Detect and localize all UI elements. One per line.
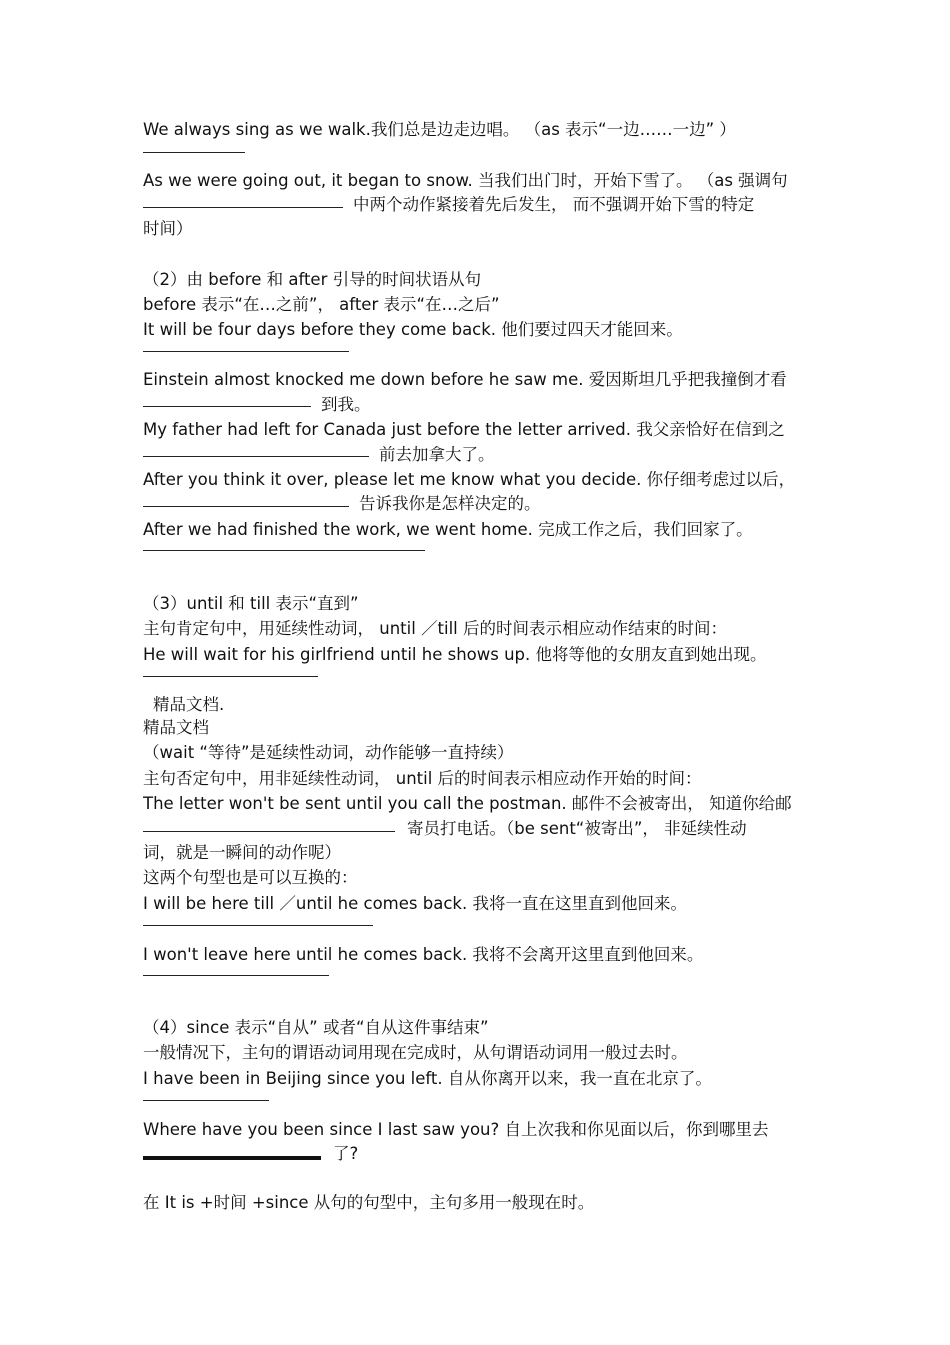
example-beijing: I have been in Beijing since you left. 自从你离开以来，我一直在北京了。 — [143, 1069, 712, 1088]
underline — [143, 550, 425, 551]
underline — [143, 351, 349, 352]
underline — [143, 925, 373, 926]
example-four-days: It will be four days before they come back. 他们要过四天才能回来。 — [143, 320, 683, 339]
underline — [143, 1100, 269, 1101]
example-think-over-cont: 告诉我你是怎样决定的。 — [359, 494, 541, 513]
example-as-walk: We always sing as we walk.我们总是边走边唱。 （as 表示“一边……一边” ） — [143, 120, 736, 139]
example-postman: The letter won't be sent until you call the postman. 邮件不会被寄出， 知道你给邮 — [143, 794, 792, 813]
before-after-definition: before 表示“在…之前”， after 表示“在…之后” — [143, 295, 500, 314]
underline — [143, 506, 349, 507]
example-postman-end: 词，就是一瞬间的动作呢） — [143, 843, 341, 862]
example-last-saw: Where have you been since I last saw you? 自上次我和你见面以后，你到哪里去 — [143, 1120, 769, 1139]
until-affirmative-rule: 主句肯定句中，用延续性动词， until ／till 后的时间表示相应动作结束的时间： — [143, 619, 728, 638]
underline — [143, 207, 343, 208]
wait-note: （wait “等待”是延续性动词，动作能够一直持续） — [143, 743, 514, 762]
example-postman-cont: 寄员打电话。（be sent“被寄出”， 非延续性动 — [407, 819, 747, 838]
example-as-snow: As we were going out, it began to snow. 当我们出门时，开始下雪了。 （as 强调句 — [143, 171, 788, 190]
example-canada: My father had left for Canada just before the letter arrived. 我父亲恰好在信到之 — [143, 420, 785, 439]
example-be-here: I will be here till ／until he comes back. 我将一直在这里直到他回来。 — [143, 894, 687, 913]
section-heading-since: （4）since 表示“自从” 或者“自从这件事结束” — [143, 1018, 489, 1037]
underline — [143, 831, 395, 832]
watermark-text: 精品文档. — [153, 695, 225, 714]
section-heading-before-after: （2）由 before 和 after 引导的时间状语从句 — [143, 270, 482, 289]
example-finished-work: After we had finished the work, we went home. 完成工作之后，我们回家了。 — [143, 520, 753, 539]
since-rule: 一般情况下，主句的谓语动词用现在完成时，从句谓语动词用一般过去时。 — [143, 1043, 688, 1062]
until-negative-rule: 主句否定句中，用非延续性动词， until 后的时间表示相应动作开始的时间： — [143, 769, 702, 788]
example-canada-cont: 前去加拿大了。 — [379, 445, 495, 464]
since-it-is-rule: 在 It is +时间 +since 从句的句型中，主句多用一般现在时。 — [143, 1193, 595, 1212]
underline — [143, 975, 329, 976]
example-girlfriend: He will wait for his girlfriend until he shows up. 他将等他的女朋友直到她出现。 — [143, 645, 767, 664]
example-as-snow-cont: 中两个动作紧接着先后发生， 而不强调开始下雪的特定 — [353, 195, 755, 214]
underline — [143, 406, 311, 407]
watermark-text: 精品文档 — [143, 718, 209, 737]
underline — [143, 152, 245, 153]
example-einstein-cont: 到我。 — [321, 395, 371, 414]
example-einstein: Einstein almost knocked me down before he saw me. 爱因斯坦几乎把我撞倒才看 — [143, 370, 787, 389]
underline — [143, 676, 318, 677]
section-heading-until-till: （3）until 和 till 表示“直到” — [143, 594, 359, 613]
underline — [143, 456, 369, 457]
example-think-over: After you think it over, please let me know what you decide. 你仔细考虑过以后， — [143, 470, 796, 489]
example-as-snow-end: 时间） — [143, 219, 193, 238]
example-last-saw-cont: 了? — [333, 1144, 359, 1163]
interchange-note: 这两个句型也是可以互换的： — [143, 868, 358, 887]
example-wont-leave: I won't leave here until he comes back. 我将不会离开这里直到他回来。 — [143, 945, 704, 964]
underline — [143, 1156, 321, 1160]
